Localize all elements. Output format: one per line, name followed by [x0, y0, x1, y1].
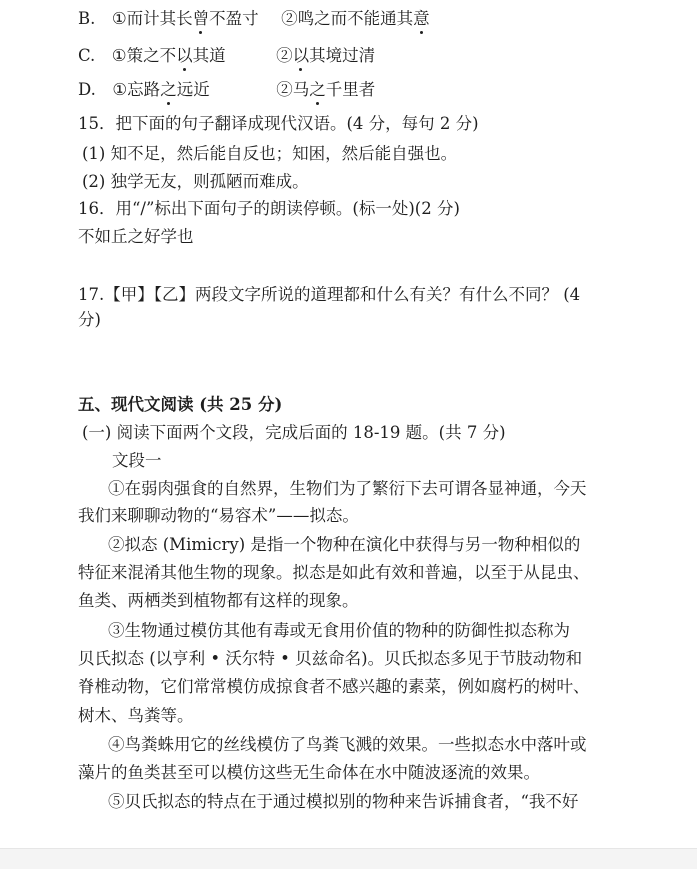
passage-line: ①在弱肉强食的自然界，生物们为了繁衍下去可谓各显神通，今天: [108, 479, 587, 498]
question-17-stem-cont: 分): [78, 310, 101, 329]
question-15-stem: 15．把下面的句子翻译成现代汉语。(4 分，每句 2 分): [78, 114, 479, 133]
question-16-stem: 16．用“/”标出下面句子的朗读停顿。(标一处)(2 分): [78, 199, 460, 218]
passage-line: 树木、鸟粪等。: [78, 706, 194, 725]
section-instructions: (一) 阅读下面两个文段，完成后面的 18-19 题。(共 7 分): [82, 423, 506, 442]
emphasis-dot: [199, 31, 202, 34]
option-letter: B.: [78, 9, 96, 28]
option-c-clause-2: ②: [276, 46, 293, 65]
option-d: D. ①忘路之 远近 ②马之 千里者: [78, 79, 375, 101]
emphasis-dot: [183, 68, 186, 71]
passage-line: ③生物通过模仿其他有毒或无食用价值的物种的防御性拟态称为: [108, 621, 570, 640]
question-15-sentence-2: (2) 独学无友，则孤陋而难成。: [82, 172, 309, 191]
emphasis-dot: [167, 102, 170, 105]
option-letter: C.: [78, 46, 96, 65]
option-letter: D.: [78, 80, 96, 99]
emphasis-dot: [299, 68, 302, 71]
passage-line: 脊椎动物，它们常常模仿成掠食者不感兴趣的素菜，例如腐朽的树叶、: [78, 677, 590, 696]
emphasis-char: 曾: [193, 9, 210, 28]
page-bottom-edge: [0, 848, 697, 869]
passage-line: 藻片的鱼类甚至可以模仿这些无生命体在水中随波逐流的效果。: [78, 763, 540, 782]
passage-line: 贝氏拟态 (以亨利 • 沃尔特 • 贝兹命名)。贝氏拟态多见于节肢动物和: [78, 649, 583, 668]
emphasis-char: 之: [160, 80, 177, 99]
option-c: C. ①策之不以 其道 ②以 其境过清: [78, 45, 375, 67]
section-title: 五、现代文阅读 (共 25 分): [78, 395, 283, 414]
question-17-stem: 17.【甲】【乙】两段文字所说的道理都和什么有关？有什么不同？ (4: [78, 285, 581, 304]
emphasis-dot: [316, 102, 319, 105]
emphasis-dot: [420, 31, 423, 34]
passage-line: ⑤贝氏拟态的特点在于通过模拟别的物种来告诉捕食者，“我不好: [108, 792, 579, 811]
question-16-sentence: 不如丘之好学也: [78, 227, 194, 246]
passage-line: 特征来混淆其他生物的现象。拟态是如此有效和普遍，以至于从昆虫、: [78, 563, 590, 582]
passage-line: 鱼类、两栖类到植物都有这样的现象。: [78, 591, 359, 610]
question-15-sentence-1: (1) 知不足，然后能自反也；知困，然后能自强也。: [82, 144, 458, 163]
passage-line: 我们来聊聊动物的“易容术”——拟态。: [78, 506, 359, 525]
option-b: B. ①而计其长曾 不盈寸 ②鸣之而不能通其意: [78, 8, 430, 30]
option-d-clause-2: ②马: [276, 80, 310, 99]
passage-line: ②拟态 (Mimicry) 是指一个物种在演化中获得与另一物种相似的: [108, 535, 581, 554]
option-b-clause-1: ①而计其长: [111, 9, 193, 28]
passage-label: 文段一: [112, 451, 162, 470]
option-c-clause-1: ①策之不: [111, 46, 177, 65]
emphasis-char: 以: [293, 46, 310, 65]
emphasis-char: 之: [309, 80, 326, 99]
emphasis-char: 以: [176, 46, 193, 65]
option-d-clause-1: ①忘路: [112, 80, 161, 99]
emphasis-char: 意: [413, 9, 430, 28]
option-b-clause-2: ②鸣之而不能通其: [281, 9, 414, 28]
passage-line: ④鸟粪蛛用它的丝线模仿了鸟粪飞溅的效果。一些拟态水中落叶或: [108, 735, 587, 754]
